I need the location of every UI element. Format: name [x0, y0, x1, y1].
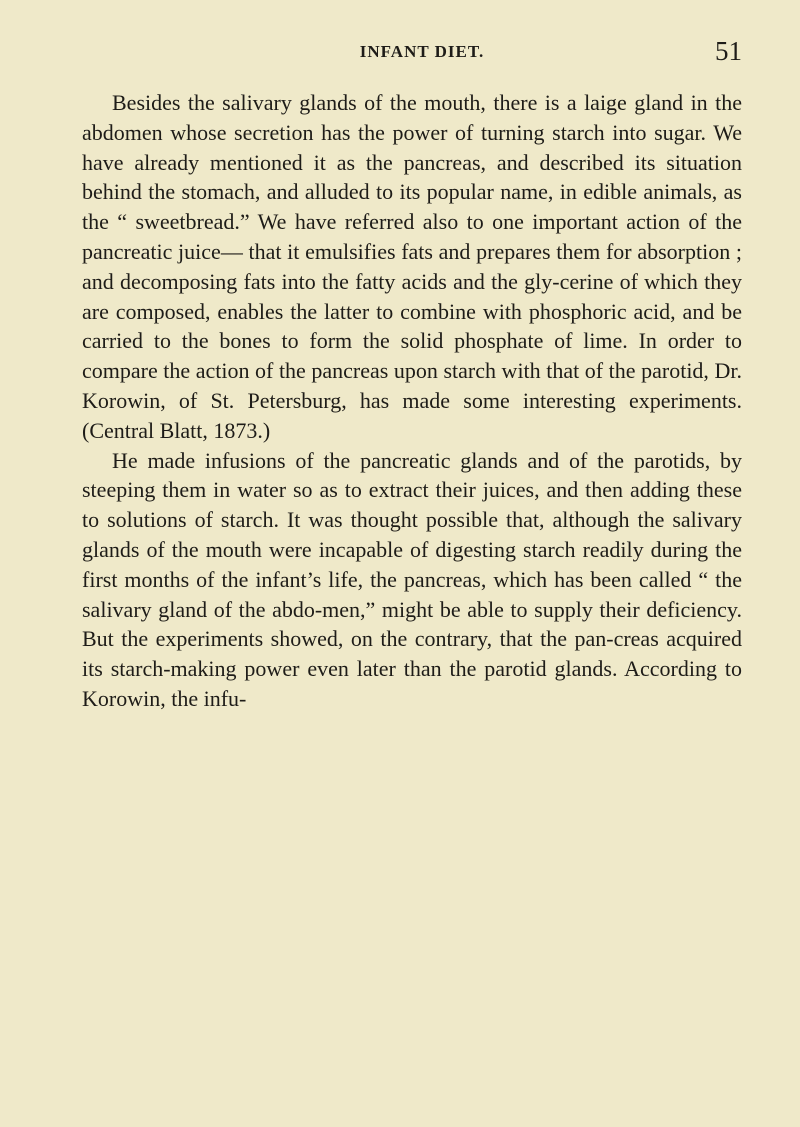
paragraph: Besides the salivary glands of the mouth, there is a laige gland in the abdomen whose secretion has the power of turning starch into sugar. We have already mentioned it as the pancreas, and described its situation behind the stomach, and alluded to its popular name, in edible animals, as the “ sweetbread.” We have referred also to one important action of the pancreatic juice— that it emulsifies fats and prepares them for absorption ; and decomposing fats into the fatty acids and the gly-cerine of which they are composed, enables the latter to combine with phosphoric acid, and be carried to the bones to form the solid phosphate of lime. In order to compare the action of the pancreas upon starch with that of the parotid, Dr. Korowin, of St. Petersburg, has made some interesting experiments. (Central Blatt, 1873.) [82, 90, 742, 443]
running-title: INFANT DIET. [359, 42, 485, 61]
paragraph: He made infusions of the pancreatic glands and of the parotids, by steeping them in water so as to extract their juices, and then adding these to solutions of starch. It was thought possible that, although the salivary glands of the mouth were incapable of digesting starch readily during the first months of the infant’s life, the pancreas, which has been called “ the salivary gland of the abdo-men,” might be able to supply their deficiency. But the experiments showed, on the contrary, that the pan-creas acquired its starch-making power even later than the parotid glands. According to Korowin, the infu- [82, 447, 742, 711]
page-number: 51 [715, 36, 742, 66]
running-head [82, 36, 742, 72]
body-text [82, 88, 742, 714]
